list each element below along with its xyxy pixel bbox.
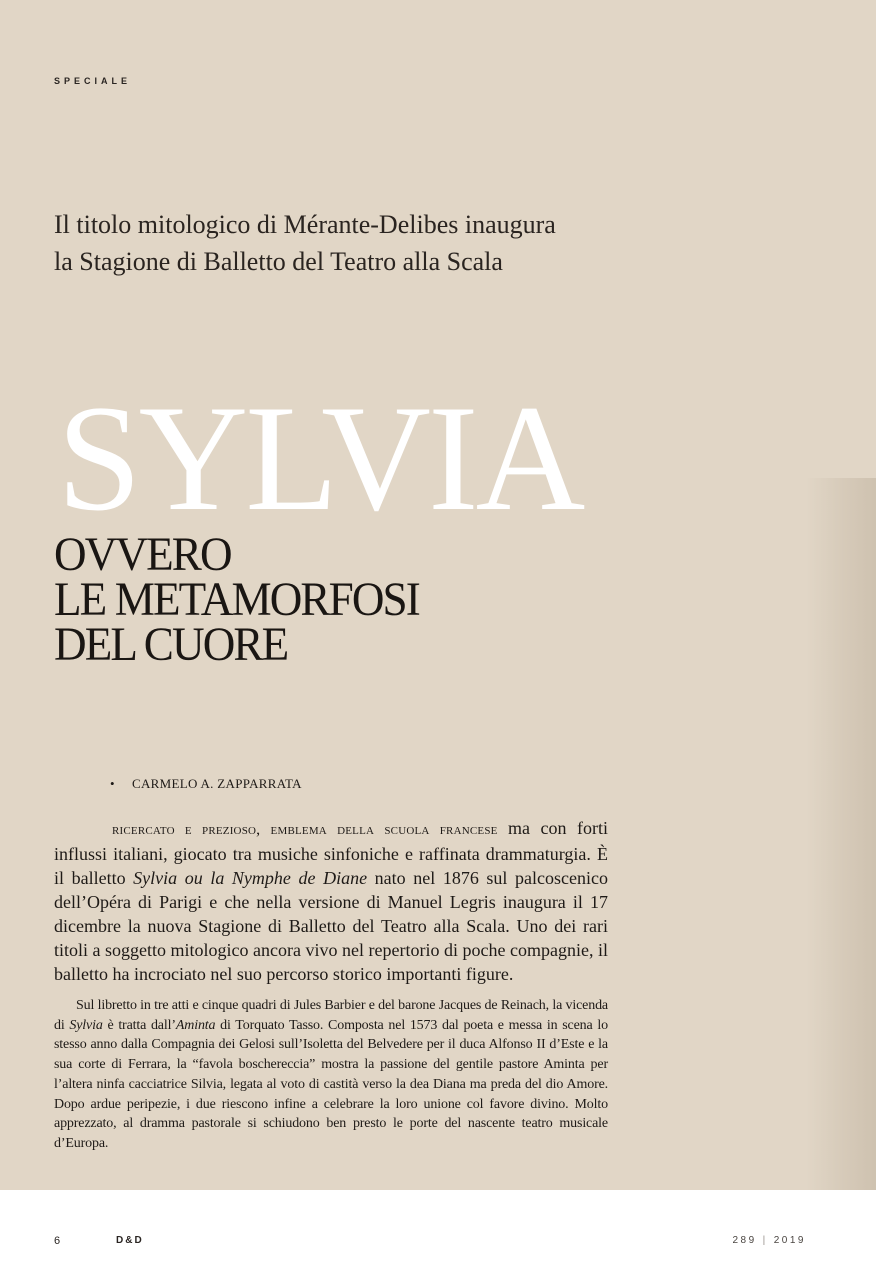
issue-year: 2019 — [773, 1235, 806, 1246]
author-byline — [110, 776, 302, 792]
issue-info — [732, 1235, 806, 1246]
lead-text: nato nel 1876 sul palcoscenico dell’Opéra di Parigi e che nella versione di Manuel Legris inaugura il 17 dicembre la nuova Stagione di Balletto del Teatro alla Scala. Uno dei rari titoli a soggetto mitologico ancora vivo nel repertorio di poche compagnie, il balletto ha incrociato nel suo percorso storico importanti figure. — [54, 868, 608, 984]
article-subtitle — [54, 206, 654, 280]
issue-separator: | — [762, 1235, 768, 1246]
lead-small-caps: ricercato e prezioso, emblema della scuola francese — [112, 821, 498, 838]
body-text: di Torquato Tasso. Composta nel 1573 dal poeta e messa in scena lo stesso anno dalla Compagnia dei Gelosi sull’Isoletta del Belvedere per il duca Alfonso II d’Este e la sua corte di Ferrara, la “favola boschereccia” mostra la passione del gentile pastore Aminta per l’altera ninfa cacciatrice Silvia, legata al voto di castità verso la dea Diana ma preda del dio Amore. Dopo ardue peripezie, i due riescono infine a celebrare la loro unione col favore divino. Molto apprezzato, al dramma pastorale si schiudono ben presto le porte del nascente teatro musicale d’Europa. — [54, 1017, 608, 1151]
subtitle-line: Il titolo mitologico di Mérante-Delibes inaugura — [54, 210, 556, 239]
body-paragraph — [54, 996, 608, 1154]
body-text: Sul libretto in tre atti e cinque quadri di Jules Barbier e del barone Jacques de Reinach, la vicenda di — [54, 998, 608, 1033]
article-main-title: SYLVIA — [57, 374, 583, 542]
body-italic: Aminta — [175, 1017, 216, 1033]
subtitle-line: la Stagione di Balletto del Teatro alla Scala — [54, 247, 503, 276]
author-name: CARMELO A. ZAPPARRATA — [132, 776, 302, 791]
page-number: 6 — [54, 1235, 61, 1247]
lead-paragraph — [54, 816, 608, 986]
secondary-title-line: DEL CUORE — [54, 618, 288, 671]
page-footer — [0, 1190, 876, 1280]
secondary-title-line: LE METAMORFOSI — [54, 573, 419, 626]
body-italic: Sylvia — [69, 1017, 103, 1033]
magazine-name: D&D — [116, 1235, 144, 1246]
secondary-title-line: OVVERO — [54, 528, 231, 581]
article-secondary-title — [54, 528, 419, 671]
page-edge-shadow — [806, 478, 876, 1190]
lead-text: ma con forti influssi italiani, giocato tra musiche sinfoniche e raffinata drammaturgia. È il balletto — [54, 818, 608, 888]
body-text: è tratta dall’ — [102, 1017, 176, 1033]
section-label: SPECIALE — [54, 76, 132, 86]
bullet-icon: • — [110, 776, 115, 791]
issue-number: 289 — [732, 1235, 757, 1246]
lead-italic-title: Sylvia ou la Nymphe de Diane — [133, 868, 368, 888]
